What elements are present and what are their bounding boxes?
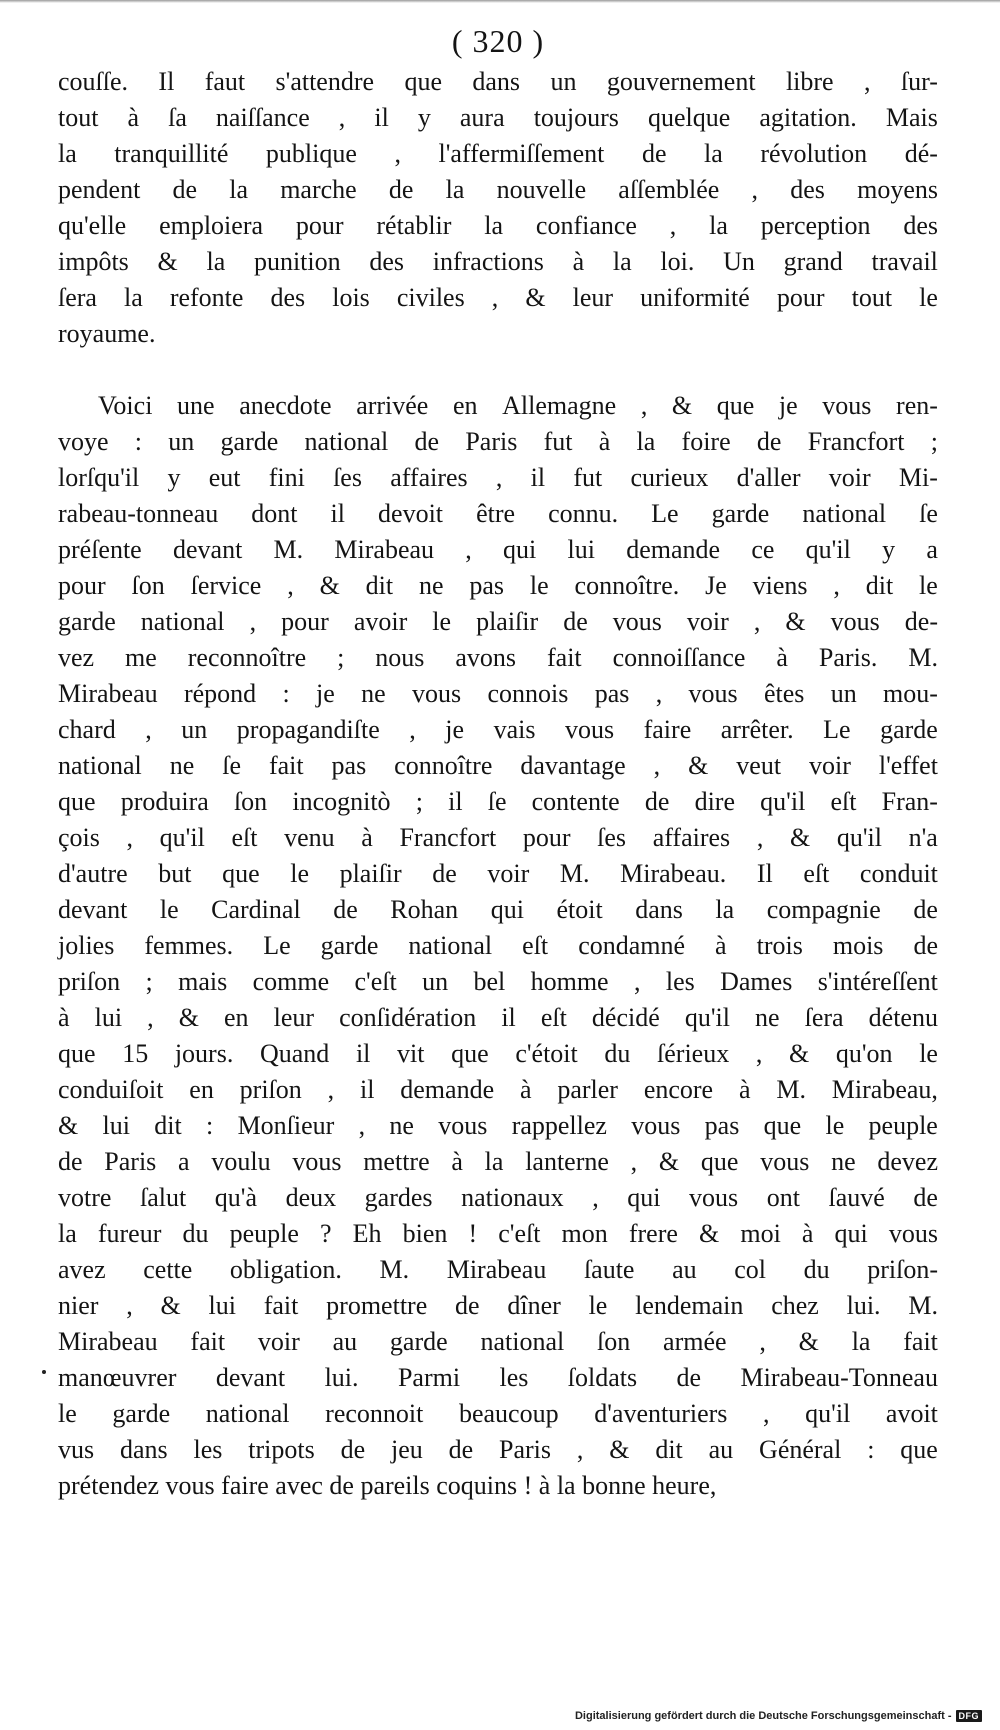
text-line: tout à ſa naiſſance , il y aura toujours quelque agitation. Mais <box>58 103 938 132</box>
body-text <box>58 64 938 1504</box>
text-line: garde national , pour avoir le plaiſir de vous voir , & vous de- <box>58 607 938 636</box>
text-line: pendent de la marche de la nouvelle aſſemblée , des moyens <box>58 175 938 204</box>
text-line: nier , & lui fait promettre de dîner le lendemain chez lui. M. <box>58 1291 938 1320</box>
text-line: avez cette obligation. M. Mirabeau ſaute au col du priſon- <box>58 1255 938 1284</box>
text-line: lorſqu'il y eut fini ſes affaires , il fut curieux d'aller voir Mi- <box>58 463 938 492</box>
text-line: la fureur du peuple ? Eh bien ! c'eſt mon frere & moi à qui vous <box>58 1219 938 1248</box>
text-line: à lui , & en leur conſidération il eſt décidé qu'il ne ſera détenu <box>58 1003 938 1032</box>
text-line: jolies femmes. Le garde national eſt condamné à trois mois de <box>58 931 938 960</box>
text-line: ſera la refonte des lois civiles , & leur uniformité pour tout le <box>58 283 938 312</box>
text-line: couſſe. Il faut s'attendre que dans un gouvernement libre , ſur- <box>58 67 938 96</box>
text-line: votre ſalut qu'à deux gardes nationaux , qui vous ont ſauvé de <box>58 1183 938 1212</box>
paragraph <box>58 388 938 1504</box>
text-line: que produira ſon incognitò ; il ſe contente de dire qu'il eſt Fran- <box>58 787 938 816</box>
text-line: le garde national reconnoit beaucoup d'aventuriers , qu'il avoit <box>58 1399 938 1428</box>
digitization-credit <box>575 1710 982 1722</box>
text-line: Mirabeau répond : je ne vous connois pas , vous êtes un mou- <box>58 679 938 708</box>
text-line: que 15 jours. Quand il vit que c'étoit du ſérieux , & qu'on le <box>58 1039 938 1068</box>
text-line: voye : un garde national de Paris fut à la foire de Francfort ; <box>58 427 938 456</box>
text-line: & lui dit : Monſieur , ne vous rappellez vous pas que le peuple <box>58 1111 938 1140</box>
text-line: vez me reconnoître ; nous avons fait connoiſſance à Paris. M. <box>58 643 938 672</box>
text-line: Voici une anecdote arrivée en Allemagne , & que je vous ren- <box>98 391 938 420</box>
text-line: vus dans les tripots de jeu de Paris , & dit au Général : que <box>58 1435 938 1464</box>
text-line: qu'elle emploiera pour rétablir la confiance , la perception des <box>58 211 938 240</box>
text-line: devant le Cardinal de Rohan qui étoit dans la compagnie de <box>58 895 938 924</box>
margin-mark <box>42 1370 46 1374</box>
text-line: la tranquillité publique , l'affermiſſement de la révolution dé- <box>58 139 938 168</box>
text-line: prétendez vous faire avec de pareils coquins ! à la bonne heure, <box>58 1471 717 1500</box>
text-line: royaume. <box>58 319 156 348</box>
text-line: Mirabeau fait voir au garde national ſon armée , & la fait <box>58 1327 938 1356</box>
dfg-logo: DFG <box>956 1710 983 1722</box>
text-line: préſente devant M. Mirabeau , qui lui demande ce qu'il y a <box>58 535 938 564</box>
text-line: priſon ; mais comme c'eſt un bel homme , les Dames s'intéreſſent <box>58 967 938 996</box>
text-line: d'autre but que le plaiſir de voir M. Mirabeau. Il eſt conduit <box>58 859 938 888</box>
text-line: de Paris a voulu vous mettre à la lanterne , & que vous ne devez <box>58 1147 938 1176</box>
paragraph <box>58 64 938 352</box>
text-line: national ne ſe fait pas connoître davantage , & veut voir l'effet <box>58 751 938 780</box>
book-page <box>58 22 938 1504</box>
text-line: impôts & la punition des infractions à la loi. Un grand travail <box>58 247 938 276</box>
text-line: manœuvrer devant lui. Parmi les ſoldats de Mirabeau-Tonneau <box>58 1363 938 1392</box>
page-number: ( 320 ) <box>451 23 545 59</box>
scan-top-edge <box>0 0 1000 3</box>
text-line: conduiſoit en priſon , il demande à parler encore à M. Mirabeau, <box>58 1075 938 1104</box>
text-line: chard , un propagandiſte , je vais vous faire arrêter. Le garde <box>58 715 938 744</box>
credit-text: Digitalisierung gefördert durch die Deutsche Forschungsgemeinschaft - <box>574 1710 952 1722</box>
text-line: pour ſon ſervice , & dit ne pas le connoître. Je viens , dit le <box>58 571 938 600</box>
text-line: çois , qu'il eſt venu à Francfort pour ſes affaires , & qu'il n'a <box>58 823 938 852</box>
text-line: rabeau-tonneau dont il devoit être connu. Le garde national ſe <box>58 499 938 528</box>
paragraph-gap <box>58 352 938 388</box>
